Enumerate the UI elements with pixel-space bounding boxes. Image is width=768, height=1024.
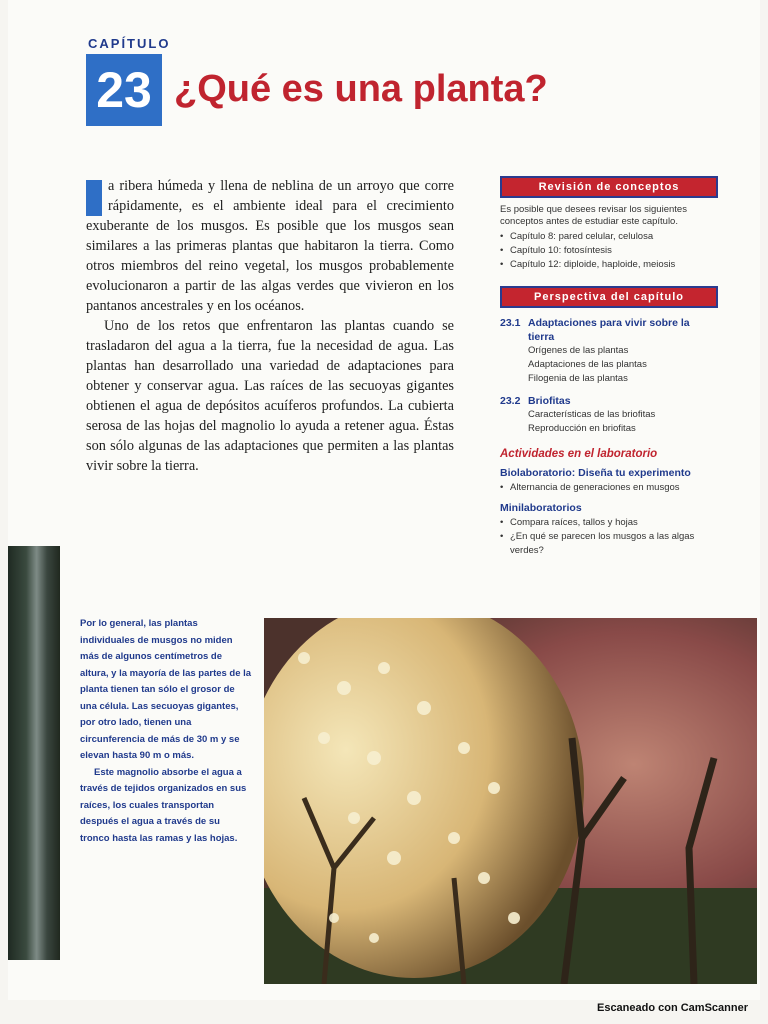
review-banner: Revisión de conceptos <box>500 176 718 198</box>
section-number: 23.2 <box>500 395 521 407</box>
section-item: Reproducción en briofitas <box>528 423 636 434</box>
section-item: Orígenes de las plantas <box>528 345 629 356</box>
chapter-label: CAPÍTULO <box>88 36 171 51</box>
section-item: Filogenia de las plantas <box>528 373 628 384</box>
review-item: • Capítulo 8: pared celular, celulosa <box>500 230 718 244</box>
magnolia-tree-photo <box>264 618 757 984</box>
section-item: Adaptaciones de las plantas <box>528 359 647 370</box>
lab-activities-heading: Actividades en el laboratorio <box>500 448 658 460</box>
body-paragraph-2: Uno de los retos que enfrentaron las plantas cuando se trasladaron del agua a la tierra, fue la necesidad de agua. Las plantas han desarrollado una variedad de adaptaciones para obtener y conservar agua. Las raíces de las secuoyas gigantes obtienen el agua de depósitos acuíferos profundos. La cubierta serosa de las hojas del magnolio lo ayuda a retener agua. Éstas son sólo algunas de las adaptaciones que permiten a las plantas vivir sobre la tierra. <box>86 318 454 474</box>
perspective-banner: Perspectiva del capítulo <box>500 286 718 308</box>
magnolia-illustration <box>264 618 757 984</box>
review-intro: Es posible que desees revisar los siguientes conceptos antes de estudiar este capítulo. <box>500 204 687 227</box>
caption-paragraph-2: Este magnolio absorbe el agua a través de tejidos organizados en sus raíces, los cuales transportan después el agua a través de su tronco hasta las ramas y las hojas. <box>80 766 247 844</box>
drop-cap-block <box>86 180 102 216</box>
body-text <box>86 176 454 476</box>
section-title: Briofitas <box>528 395 571 407</box>
biolab-item: • Alternancia de generaciones en musgos <box>500 481 718 495</box>
redwood-trunk-photo <box>8 546 60 960</box>
section-item: Características de las briofitas <box>528 409 656 420</box>
biolab-heading: Biolaboratorio: Diseña tu experimento <box>500 467 691 479</box>
body-paragraph-1-text: a ribera húmeda y llena de neblina de un arroyo que corre rápidamente, es el ambiente ideal para el crecimiento exuberante de los musgos. Es posible que los musgos sean similares a las primeras plantas que habitaron la tierra. Como otros miembros del reino vegetal, los musgos probablemente evolucionaron a partir de las algas verdes que vivieron en los pantanos ancestrales y en los océanos. <box>86 178 454 314</box>
photo-caption <box>80 616 252 847</box>
minilab-heading: Minilaboratorios <box>500 502 582 514</box>
section-title: Adaptaciones para vivir sobre la tierra <box>528 317 690 343</box>
section-number: 23.1 <box>500 317 521 329</box>
chapter-number: 23 <box>86 54 162 126</box>
minilab-item: • ¿En qué se parecen los musgos a las algas verdes? <box>500 530 718 558</box>
minilab-item: • Compara raíces, tallos y hojas <box>500 516 718 530</box>
chapter-sidebar <box>500 176 718 558</box>
section-23-2-heading <box>500 394 718 408</box>
scanner-watermark: Escaneado con CamScanner <box>596 1002 748 1014</box>
body-paragraph-1 <box>86 176 454 316</box>
review-item: • Capítulo 10: fotosíntesis <box>500 244 718 258</box>
page-title: ¿Qué es una planta? <box>174 68 548 110</box>
caption-paragraph-1: Por lo general, las plantas individuales de musgos no miden más de algunos centímetros de altura, y la mayoría de las partes de la planta tienen tan sólo el grosor de una célula. Las secuoyas gigantes, por otro lado, tienen una circunferencia de más de 30 m y se elevan hasta 90 m o más. <box>80 618 252 761</box>
review-item: • Capítulo 12: diploide, haploide, meiosis <box>500 258 718 272</box>
section-23-1-heading <box>500 316 718 344</box>
